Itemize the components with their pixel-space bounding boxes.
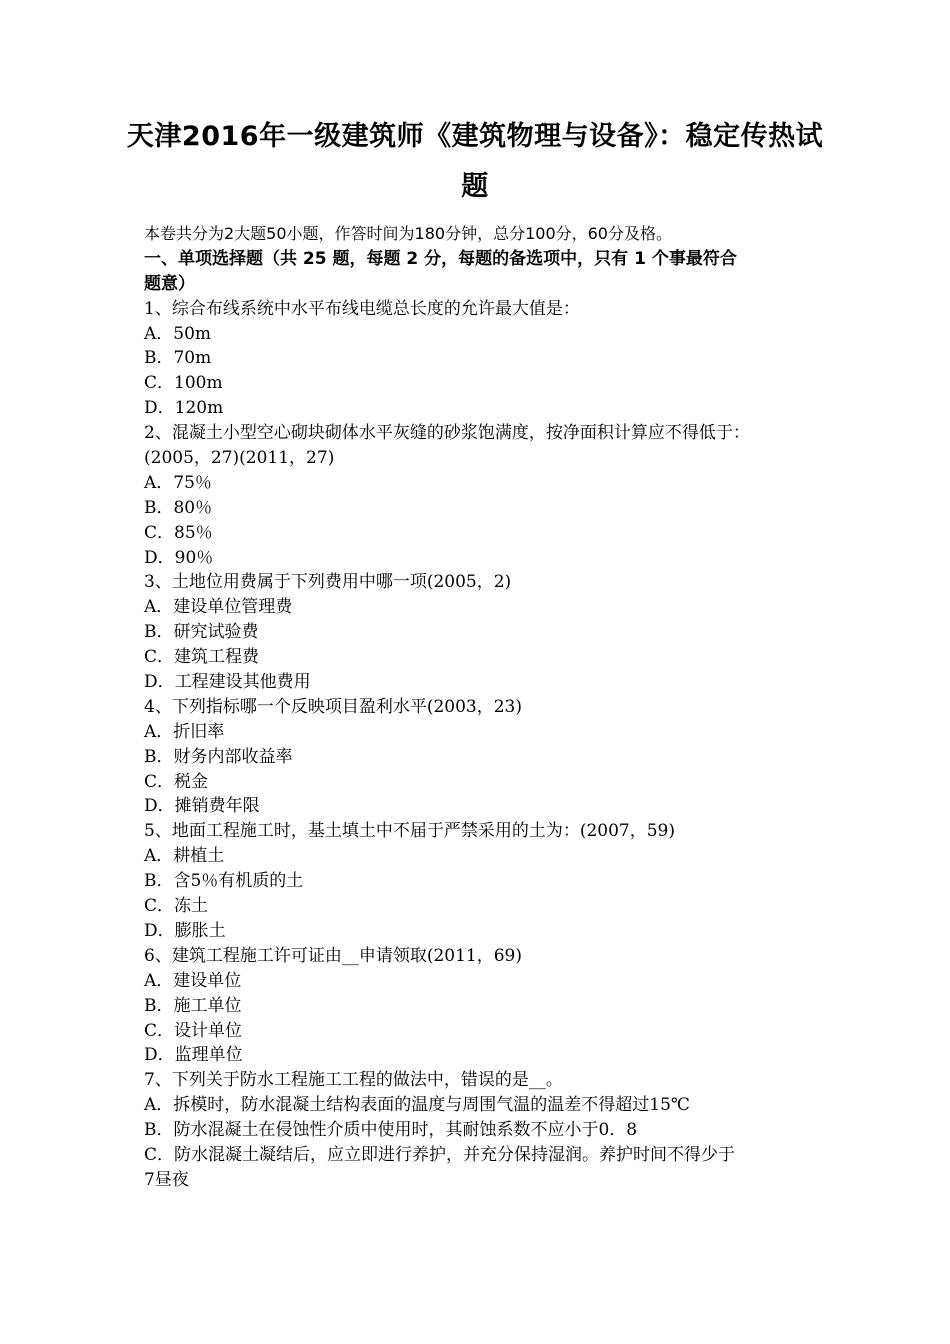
question-text-line: 7昼夜: [144, 1169, 189, 1190]
question-text-line: 5、地面工程施工时，基土填土中不届于严禁采用的土为：(2007，59): [144, 821, 675, 842]
answer-option: D．120m: [144, 398, 224, 419]
answer-option: C．建筑工程费: [144, 647, 260, 668]
answer-option: B．施工单位: [144, 995, 242, 1016]
exam-intro: 本卷共分为2大题50小题，作答时间为180分钟，总分100分，60分及格。: [144, 224, 672, 243]
answer-option: C．100m: [144, 373, 223, 394]
answer-option: D．工程建设其他费用: [144, 672, 311, 693]
question-text-line: 1、综合布线系统中水平布线电缆总长度的允许最大值是：: [144, 298, 580, 319]
answer-option: B．含5％有机质的土: [144, 871, 304, 892]
question-text-line: (2005，27)(2011，27): [144, 448, 335, 469]
answer-option: A．建设单位: [144, 970, 242, 991]
answer-option: C．设计单位: [144, 1020, 243, 1041]
answer-option: C．冻土: [144, 896, 209, 917]
answer-option: A．折旧率: [144, 721, 225, 742]
question-list: [144, 297, 814, 1193]
question-text-line: 4、下列指标哪一个反映项目盈利水平(2003，23): [144, 696, 522, 717]
answer-option: B．70m: [144, 348, 212, 369]
document-body: [144, 222, 814, 1193]
answer-option: A．75％: [144, 472, 212, 493]
question-text-line: 7、下列关于防水工程施工工程的做法中，错误的是__。: [144, 1070, 563, 1091]
document-title: 天津2016年一级建筑师《建筑物理与设备》：稳定传热试题: [126, 121, 824, 202]
answer-option: B．80％: [144, 497, 213, 518]
answer-option: D．膨胀土: [144, 920, 226, 941]
question-text-line: 2、混凝土小型空心砌块砌体水平灰缝的砂浆饱满度，按净面积计算应不得低于：: [144, 423, 750, 444]
answer-option: B．研究试验费: [144, 622, 259, 643]
answer-option: C．85％: [144, 522, 213, 543]
answer-option: A．拆模时，防水混凝土结构表面的温度与周围气温的温差不得超过15℃: [144, 1095, 690, 1116]
answer-option: D．监理单位: [144, 1045, 243, 1066]
section-heading-line-2: 题意）: [144, 273, 195, 294]
answer-option: C．税金: [144, 771, 209, 792]
answer-option: A．50m: [144, 323, 212, 344]
answer-option: A．耕植土: [144, 846, 225, 867]
question-text-line: 6、建筑工程施工许可证由__申请领取(2011，69): [144, 945, 522, 966]
answer-option: D．90％: [144, 547, 214, 568]
question-text-line: 3、土地位用费属于下列费用中哪一项(2005，2): [144, 572, 512, 593]
answer-option: A．建设单位管理费: [144, 597, 293, 618]
answer-option: C．防水混凝土凝结后，应立即进行养护，并充分保持湿润。养护时间不得少于: [144, 1144, 736, 1165]
answer-option: B．防水混凝土在侵蚀性介质中使用时，其耐蚀系数不应小于0．8: [144, 1120, 638, 1141]
answer-option: D．摊销费年限: [144, 796, 260, 817]
section-heading-line-1: 一、单项选择题（共 25 题，每题 2 分，每题的备选项中，只有 1 个事最符合: [144, 248, 737, 269]
answer-option: B．财务内部收益率: [144, 746, 293, 767]
